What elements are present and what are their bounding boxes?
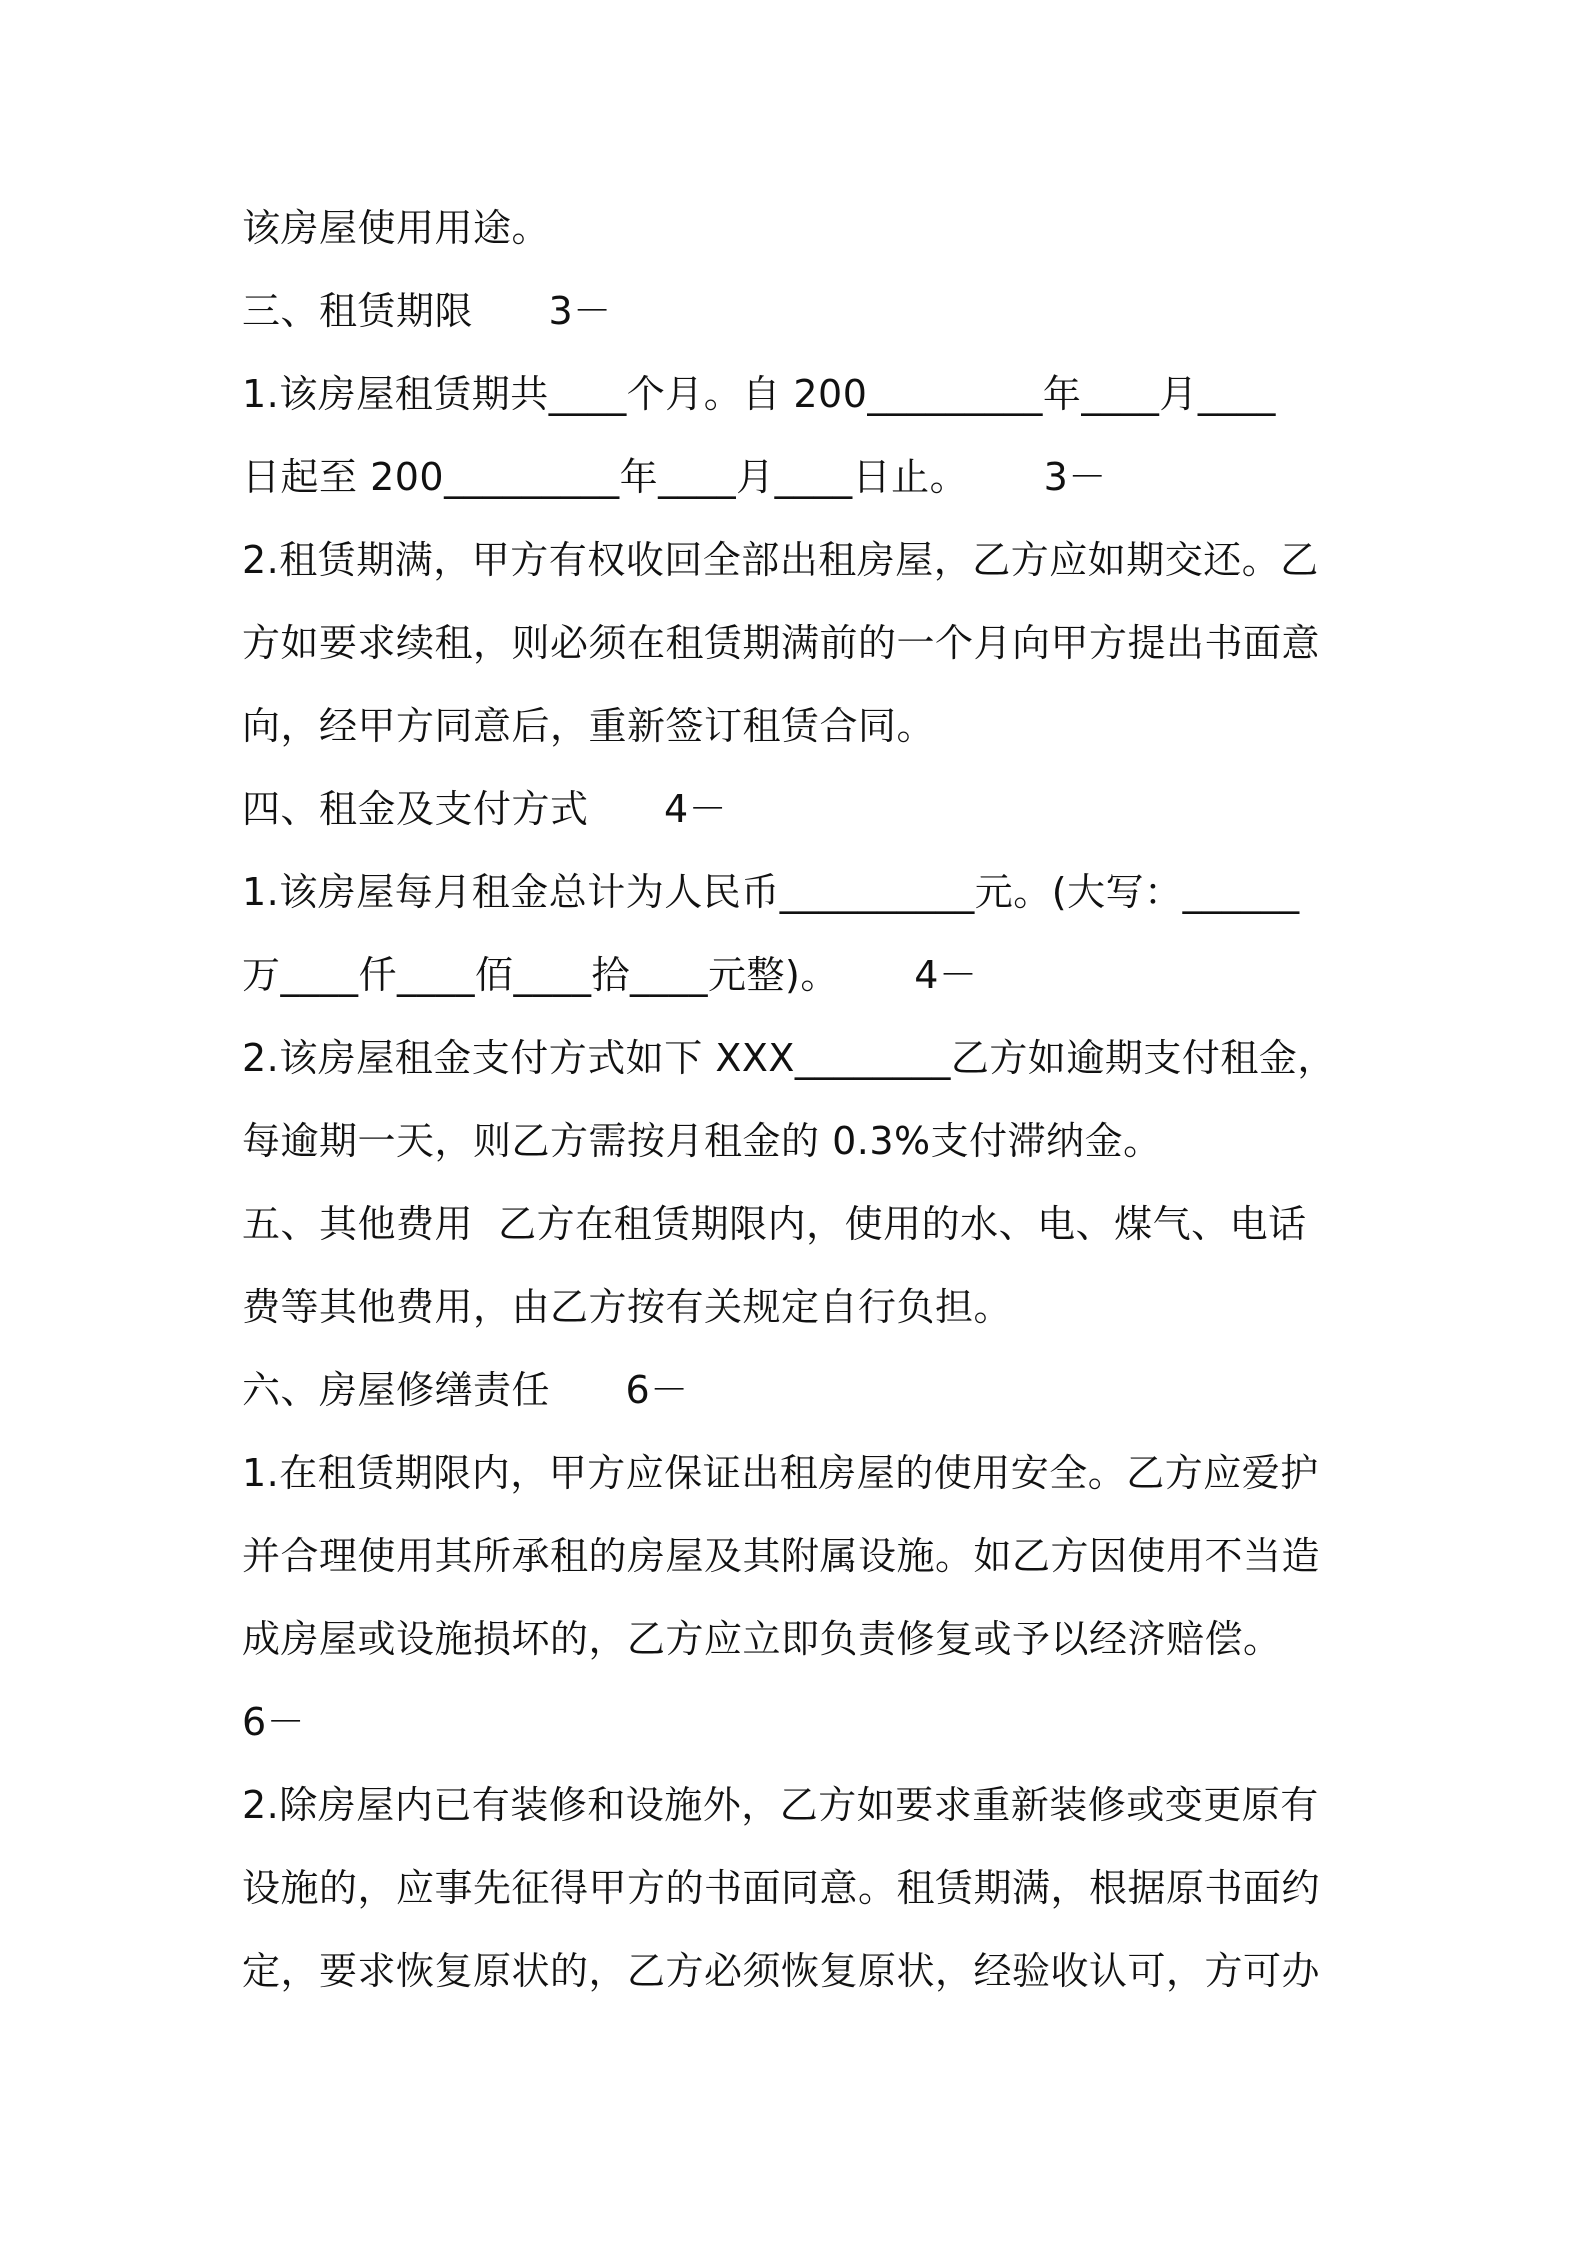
text-line-20: 2.除房屋内已有装修和设施外，乙方如要求重新装修或变更原有 xyxy=(242,1783,1319,1827)
text-line-21: 设施的，应事先征得甲方的书面同意。租赁期满，根据原书面约 xyxy=(242,1866,1321,1910)
section-heading-rent-payment: 四、租金及支付方式 4－ xyxy=(242,787,728,831)
section-heading-lease-term: 三、租赁期限 3－ xyxy=(242,289,612,333)
text-line-7: 向，经甲方同意后，重新签订租赁合同。 xyxy=(242,704,936,748)
text-line-3: 1.该房屋租赁期共____个月。自 200_________年____月____ xyxy=(242,372,1276,416)
text-line-14: 费等其他费用，由乙方按有关规定自行负担。 xyxy=(242,1285,1013,1329)
text-line-18: 成房屋或设施损坏的，乙方应立即负责修复或予以经济赔偿。 xyxy=(242,1617,1282,1661)
text-line-16: 1.在租赁期限内，甲方应保证出租房屋的使用安全。乙方应爱护 xyxy=(242,1451,1319,1495)
section-heading-repair-responsibility: 六、房屋修缮责任 6－ xyxy=(242,1368,689,1412)
page-marker: 6－ xyxy=(242,1700,306,1744)
text-line-4: 日起至 200_________年____月____日止。 3－ xyxy=(242,455,1107,499)
text-line-12: 每逾期一天，则乙方需按月租金的 0.3%支付滞纳金。 xyxy=(242,1119,1162,1163)
section-heading-other-fees: 五、其他费用 乙方在租赁期限内，使用的水、电、煤气、电话 xyxy=(242,1202,1307,1246)
text-line-1: 该房屋使用用途。 xyxy=(242,206,551,250)
text-line-22: 定，要求恢复原状的，乙方必须恢复原状，经验收认可，方可办 xyxy=(242,1949,1321,1993)
text-line-5: 2.租赁期满，甲方有权收回全部出租房屋，乙方应如期交还。乙 xyxy=(242,538,1319,582)
text-line-10: 万____仟____佰____拾____元整)。 4－ xyxy=(242,953,978,997)
text-line-11: 2.该房屋租金支付方式如下 XXX________乙方如逾期支付租金， xyxy=(242,1036,1336,1080)
text-line-6: 方如要求续租，则必须在租赁期满前的一个月向甲方提出书面意 xyxy=(242,621,1321,665)
text-line-9: 1.该房屋每月租金总计为人民币__________元。(大写：______ xyxy=(242,870,1300,914)
text-line-17: 并合理使用其所承租的房屋及其附属设施。如乙方因使用不当造 xyxy=(242,1534,1321,1578)
